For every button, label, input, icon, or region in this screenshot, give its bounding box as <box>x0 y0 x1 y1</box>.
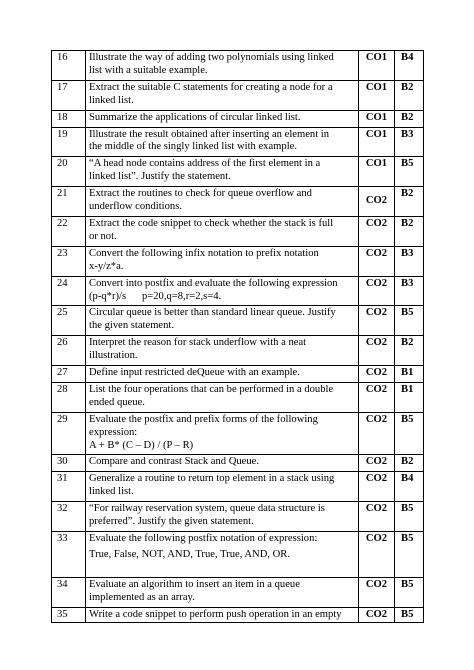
question-line: Write a code snippet to perform push operation in an empty <box>89 608 342 620</box>
question-line: A + B* (C – D) / (P – R) <box>89 439 194 451</box>
question-number: 34 <box>52 577 86 607</box>
table-row <box>52 110 424 127</box>
question-text <box>86 110 359 127</box>
course-outcome: CO2 <box>359 577 395 607</box>
question-text <box>86 306 359 336</box>
question-number: 32 <box>52 502 86 532</box>
question-line: Circular queue is better than standard linear queue. Justify <box>89 307 336 319</box>
question-number: 30 <box>52 455 86 472</box>
blooms-level: B1 <box>395 382 424 412</box>
table-row <box>52 336 424 366</box>
question-number: 21 <box>52 187 86 217</box>
question-line: Extract the suitable C statements for creating a node for a <box>89 81 333 93</box>
question-line: Convert the following infix notation to prefix notation <box>89 247 319 259</box>
course-outcome: CO2 <box>359 382 395 412</box>
question-line: ended queue. <box>89 396 145 408</box>
question-number: 17 <box>52 80 86 110</box>
course-outcome: CO2 <box>359 412 395 455</box>
question-line: Generalize a routine to return top element in a stack using <box>89 473 335 485</box>
course-outcome: CO2 <box>359 306 395 336</box>
question-line: Define input restricted deQueue with an example. <box>89 367 300 379</box>
question-text <box>86 51 359 81</box>
question-line: the given statement. <box>89 320 175 332</box>
course-outcome: CO2 <box>359 276 395 306</box>
question-line: Illustrate the way of adding two polynomials using linked <box>89 52 334 63</box>
question-number: 28 <box>52 382 86 412</box>
question-text <box>86 472 359 502</box>
question-line: True, False, NOT, AND, True, True, AND, OR. <box>89 548 291 560</box>
question-line: linked list”. Justify the statement. <box>89 171 231 183</box>
question-line: preferred”. Justify the given statement. <box>89 516 254 528</box>
question-number: 20 <box>52 157 86 187</box>
table-row <box>52 455 424 472</box>
question-line: x-y/z*a. <box>89 260 124 272</box>
course-outcome: CO2 <box>359 607 395 622</box>
course-outcome: CO1 <box>359 157 395 187</box>
blooms-level: B5 <box>395 502 424 532</box>
question-line: list with a suitable example. <box>89 64 208 76</box>
blooms-level: B2 <box>395 336 424 366</box>
question-line: Extract the code snippet to check whether the stack is full <box>89 217 334 229</box>
question-text <box>86 366 359 383</box>
blooms-level: B2 <box>395 110 424 127</box>
course-outcome: CO1 <box>359 110 395 127</box>
question-number: 26 <box>52 336 86 366</box>
table-row <box>52 607 424 622</box>
table-row <box>52 382 424 412</box>
question-number: 23 <box>52 246 86 276</box>
table-row <box>52 306 424 336</box>
course-outcome: CO2 <box>359 187 395 217</box>
question-text <box>86 127 359 157</box>
question-number: 31 <box>52 472 86 502</box>
question-number: 22 <box>52 216 86 246</box>
blooms-level: B1 <box>395 366 424 383</box>
blooms-level: B4 <box>395 472 424 502</box>
course-outcome: CO2 <box>359 502 395 532</box>
course-outcome: CO1 <box>359 127 395 157</box>
table-row <box>52 276 424 306</box>
question-text <box>86 80 359 110</box>
question-line: illustration. <box>89 350 138 362</box>
blooms-level: B3 <box>395 246 424 276</box>
question-line: Illustrate the result obtained after inserting an element in <box>89 128 330 140</box>
question-line: Interpret the reason for stack underflow with a neat <box>89 337 307 349</box>
question-text <box>86 336 359 366</box>
question-number: 29 <box>52 412 86 455</box>
course-outcome: CO2 <box>359 532 395 578</box>
course-outcome: CO2 <box>359 216 395 246</box>
blank-line <box>89 562 355 575</box>
question-line: Convert into postfix and evaluate the following expression <box>89 277 338 289</box>
question-text <box>86 607 359 622</box>
question-line: linked list. <box>89 94 134 106</box>
blooms-level: B5 <box>395 532 424 578</box>
course-outcome: CO2 <box>359 455 395 472</box>
question-table <box>51 50 424 623</box>
table-row <box>52 472 424 502</box>
question-number: 27 <box>52 366 86 383</box>
blooms-level: B2 <box>395 187 424 217</box>
question-text <box>86 412 359 455</box>
question-line: “A head node contains address of the first element in a <box>89 158 321 170</box>
blooms-level: B5 <box>395 577 424 607</box>
question-number: 19 <box>52 127 86 157</box>
question-text <box>86 502 359 532</box>
blooms-level: B5 <box>395 157 424 187</box>
question-line: expression: <box>89 426 138 438</box>
question-text <box>86 455 359 472</box>
question-number: 16 <box>52 51 86 81</box>
blooms-level: B4 <box>395 51 424 81</box>
blooms-level: B5 <box>395 607 424 622</box>
question-line: Evaluate an algorithm to insert an item in a queue <box>89 578 300 590</box>
blooms-level: B5 <box>395 412 424 455</box>
question-line: (p-q*r)/s p=20,q=8,r=2,s=4. <box>89 290 222 302</box>
table-row <box>52 80 424 110</box>
blooms-level: B3 <box>395 127 424 157</box>
blooms-level: B3 <box>395 276 424 306</box>
question-number: 24 <box>52 276 86 306</box>
blooms-level: B2 <box>395 80 424 110</box>
course-outcome: CO2 <box>359 336 395 366</box>
question-line: or not. <box>89 230 117 242</box>
question-line: Extract the routines to check for queue overflow and <box>89 188 312 200</box>
question-text <box>86 246 359 276</box>
question-line: “For railway reservation system, queue data structure is <box>89 503 325 515</box>
question-line: implemented as an array. <box>89 591 195 603</box>
question-line: Evaluate the following postfix notation of expression: <box>89 533 318 544</box>
question-text <box>86 187 359 217</box>
question-number: 35 <box>52 607 86 622</box>
course-outcome: CO2 <box>359 472 395 502</box>
table-row <box>52 412 424 455</box>
question-text <box>86 532 359 578</box>
question-line: underflow conditions. <box>89 201 182 213</box>
table-row <box>52 532 424 578</box>
question-text <box>86 216 359 246</box>
table-row <box>52 577 424 607</box>
question-number: 33 <box>52 532 86 578</box>
blooms-level: B5 <box>395 306 424 336</box>
question-number: 25 <box>52 306 86 336</box>
table-row <box>52 216 424 246</box>
course-outcome: CO2 <box>359 246 395 276</box>
question-line: the middle of the singly linked list with example. <box>89 141 298 153</box>
question-number: 18 <box>52 110 86 127</box>
question-line: Summarize the applications of circular linked list. <box>89 111 301 123</box>
question-text <box>86 157 359 187</box>
table-row <box>52 51 424 81</box>
table-row <box>52 127 424 157</box>
table-row <box>52 366 424 383</box>
question-line: Evaluate the postfix and prefix forms of the following <box>89 413 318 425</box>
question-text <box>86 276 359 306</box>
course-outcome: CO2 <box>359 366 395 383</box>
blooms-level: B2 <box>395 455 424 472</box>
course-outcome: CO1 <box>359 80 395 110</box>
course-outcome: CO1 <box>359 51 395 81</box>
table-row <box>52 502 424 532</box>
question-text <box>86 382 359 412</box>
table-row <box>52 246 424 276</box>
blooms-level: B2 <box>395 216 424 246</box>
question-text <box>86 577 359 607</box>
question-line: linked list. <box>89 486 134 498</box>
table-row <box>52 157 424 187</box>
table-row <box>52 187 424 217</box>
question-line: Compare and contrast Stack and Queue. <box>89 456 260 468</box>
question-line: List the four operations that can be performed in a double <box>89 383 334 395</box>
